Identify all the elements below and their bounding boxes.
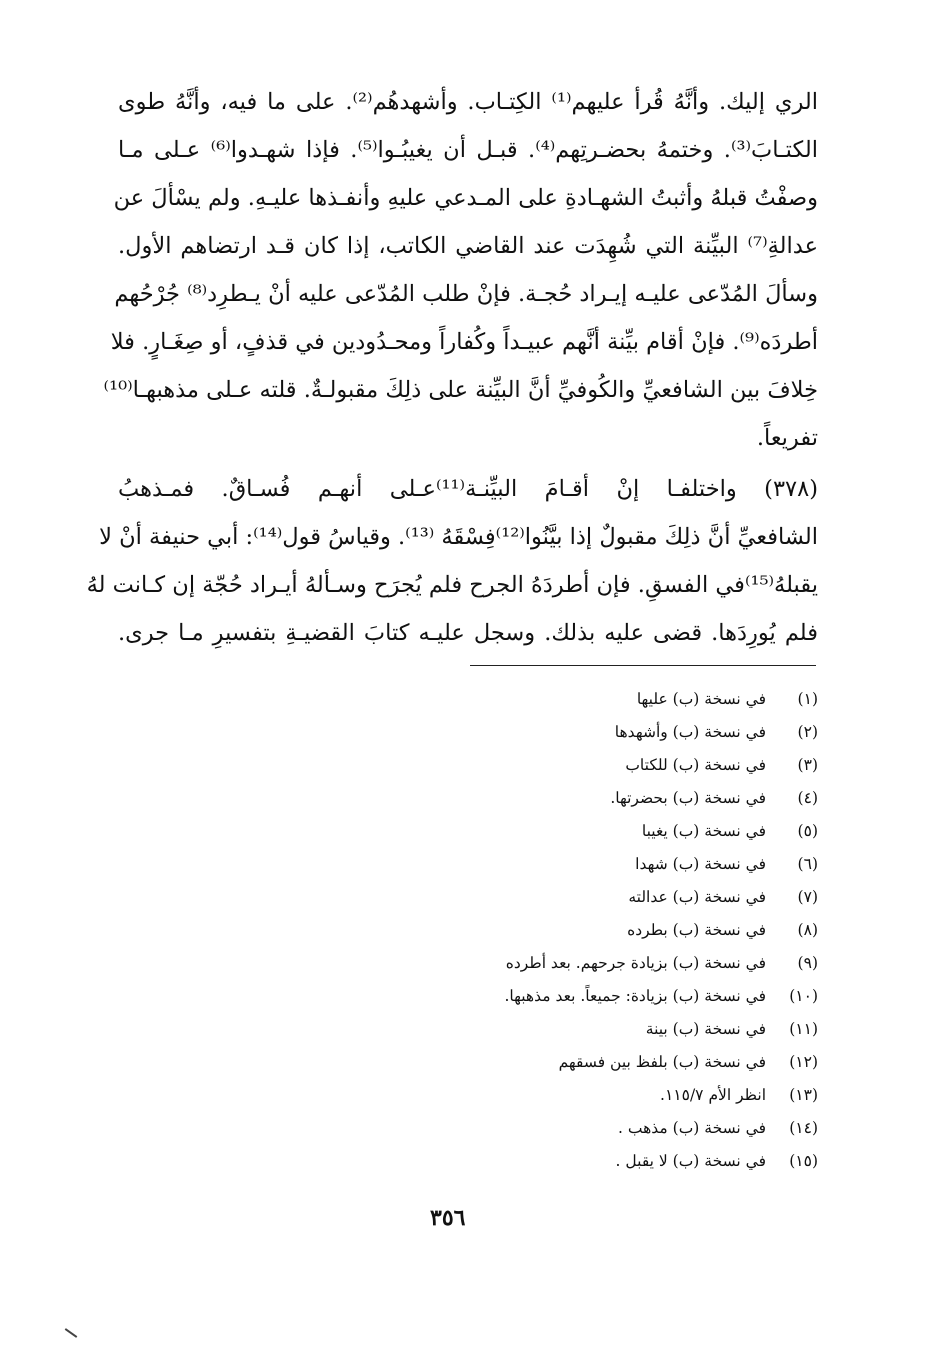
footnote-text: في نسخة (ب) بحضرتها.: [610, 789, 766, 807]
paragraph-1-line-8: تفريعاً.: [756, 425, 818, 451]
paragraph-2-line-2: الشافعيِّ أنَّ ذلِكَ مقبولٌ إذا بيَّنُوا⁽¹²⁾فِسْقَهُ ⁽¹³⁾. وقياسُ قول⁽¹⁴⁾: أبي حنيفة أنْ لا: [99, 524, 818, 550]
paragraph-1-line-4: عدالةِ⁽⁷⁾ البيِّنة التي شُهِدَت عند القاضي الكاتب، إذا كان قـد ارتضاهم الأول.: [118, 233, 818, 259]
footnote-text: في نسخة (ب) لا يقبل .: [615, 1152, 766, 1170]
footnote-5: [642, 820, 818, 842]
footnote-text: في نسخة (ب) عليها: [636, 690, 766, 708]
paragraph-1-line-6: أطردَه⁽⁹⁾. فإنْ أقام بيِّنة أنَّهم عبيـداً وكُفاراً ومحـدُودين في قذفٍ، أو صِغَـارٍ. فلا: [110, 329, 818, 355]
footnote-8: [627, 919, 818, 941]
footnote-text: في نسخة (ب) عدالته: [628, 888, 766, 906]
paragraph-2-line-4: فلم يُورِدَها. قضى عليه بذلك. وسجل عليـه كتابَ القضيـةِ بتفسيرِ مـا جرى.: [118, 620, 818, 646]
footnote-7: [628, 886, 818, 908]
scan-mark: [65, 1328, 78, 1338]
footnote-1: [637, 688, 818, 710]
footnote-11: [646, 1018, 818, 1040]
footnote-number: (٧): [797, 888, 818, 906]
footnote-3: [625, 754, 818, 776]
footnote-text: في نسخة (ب) للكتاب: [625, 756, 766, 774]
footnote-number: (١): [797, 690, 818, 708]
footnote-9: [506, 952, 818, 974]
footnote-text: في نسخة (ب) وأشهدها: [614, 723, 766, 741]
paragraph-1-line-1: الري إليك. وأنَّهُ قُرأ عليهم⁽¹⁾ الكِتـاب. وأشهدهُم⁽²⁾. على ما فيه، وأنَّهُ طوى: [118, 89, 818, 115]
paragraph-1-line-7: خِلافَ بين الشافعيِّ والكُوفيِّ أنَّ البيِّنة على ذلِكَ مقبولـةٌ. قلته عـلى مذهبهـا⁽¹⁰⁾: [103, 377, 818, 403]
footnote-4: [610, 787, 818, 809]
footnote-text: في نسخة (ب) بطرده: [627, 921, 766, 939]
paragraph-2-line-3: يقبلهُ⁽¹⁵⁾في الفسقِ. فإن أطردَهُ الجرح فلم يُجرَح وسـألهُ أيـراد حُجّة إن كـانت لهُ: [86, 572, 818, 598]
footnote-number: (١٤): [789, 1119, 818, 1137]
footnote-number: (٣): [797, 756, 818, 774]
paragraph-1-line-3: وصفْتُ قبلهُ وأثبتُ الشهـادةِ على المـدعي عليهِ وأنفـذها عليـهِ. ولم يسْألَ عن: [113, 185, 818, 211]
paragraph-1-line-2: الكتـابَ⁽³⁾. وختمهُ بحضـرتِهم⁽⁴⁾. قبـل أن يغيبُـوا⁽⁵⁾. فإذا شهـدوا⁽⁶⁾ عـلى مـا: [118, 137, 818, 163]
footnote-number: (١١): [789, 1020, 818, 1038]
footnote-number: (٦): [797, 855, 818, 873]
footnote-number: (١٢): [789, 1053, 818, 1071]
paragraph-1-line-5: وسألَ المُدّعى عليـه إيـراد حُجـة. فإنْ طلب المُدّعى عليه أنْ يـطرِد⁽⁸⁾ جُرْحُهم: [114, 281, 818, 307]
footnote-15: [616, 1150, 818, 1172]
footnote-10: [504, 985, 818, 1007]
footnote-text: انظر الأم ١١٥/٧.: [660, 1086, 766, 1104]
footnote-12: [559, 1051, 818, 1073]
footnote-14: [618, 1117, 818, 1139]
footnote-text: في نسخة (ب) بلفظ بين فسقهم: [558, 1053, 766, 1071]
footnote-number: (٥): [797, 822, 818, 840]
footnote-13: [660, 1084, 818, 1106]
footnote-text: في نسخة (ب) بزيادة: جميعاً. بعد مذهبها.: [504, 987, 766, 1005]
footnote-2: [615, 721, 818, 743]
footnote-number: (١٥): [789, 1152, 818, 1170]
footnote-number: (٤): [797, 789, 818, 807]
footnote-text: في نسخة (ب) شهدا: [635, 855, 766, 873]
page-number: ٣٥٦: [430, 1205, 466, 1231]
footnote-number: (١٣): [789, 1086, 818, 1104]
footnote-number: (٩): [797, 954, 818, 972]
footnote-text: في نسخة (ب) بينة: [645, 1020, 766, 1038]
footnote-text: في نسخة (ب) بزيادة جرحهم. بعد أطرده: [505, 954, 766, 972]
footnote-text: في نسخة (ب) يغيبا: [641, 822, 766, 840]
footnote-number: (١٠): [789, 987, 818, 1005]
footnote-number: (٨): [797, 921, 818, 939]
footnote-6: [635, 853, 818, 875]
footnote-number: (٢): [797, 723, 818, 741]
footnote-separator: [470, 665, 816, 666]
footnote-text: في نسخة (ب) مذهب .: [618, 1119, 766, 1137]
paragraph-2-line-1: (٣٧٨) واختلفـا إنْ أقـامَ البيِّنـة⁽¹¹⁾عـلى أنهـم فُسـاقٌ. فمـذهبُ: [118, 476, 818, 502]
